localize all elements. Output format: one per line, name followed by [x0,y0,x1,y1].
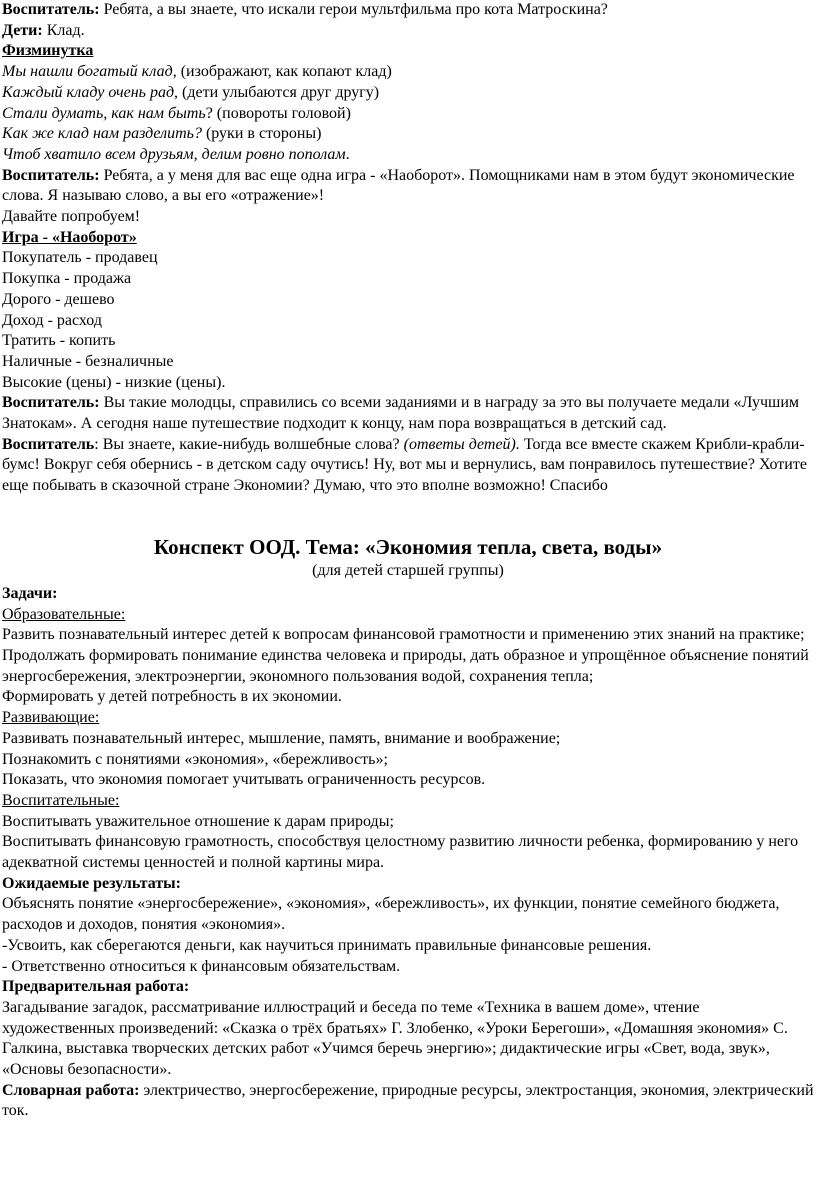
game-heading: Игра - «Наоборот» [2,228,137,246]
list-item: Показать, что экономия помогает учитывать ограниченность ресурсов. [2,771,486,789]
word-pair: Высокие (цены) - низкие (цены). [2,373,226,391]
list-item: Развить познавательный интерес детей к вопросам финансовой грамотности и применению этих знаний на практике; [2,626,805,644]
word-pair: Дорого - дешево [2,290,115,308]
list-item: Воспитывать финансовую грамотность, способствуя целостному развитию личности ребенка, формированию у него адекватной системы ценностей и полной картины мира. [2,833,799,872]
word-pair: Покупатель - продавец [2,249,158,267]
word-pair: Наличные - безналичные [2,352,174,370]
lesson-subtitle: (для детей старшей группы) [312,561,504,579]
dialogue-paragraph: Воспитатель: Вы знаете, какие-нибудь волшебные слова? (ответы детей). Тогда все вместе скажем Крибли-крабли-бумс! Вокруг себя обернись - в детском саду очутись! Ну, вот мы и вернулись, вам понравилось путешествие? Хотите еще побывать в сказочной стране Экономии? Думаю, что это вполне возможно! Спасибо [2,435,807,495]
list-item: Продолжать формировать понимание единства человека и природы, дать образное и упрощённое объяснение понятий энергосбережения, электроэнергии, экономного пользования водой, сохранения тепла; [2,646,809,685]
dialogue-paragraph [2,21,814,42]
dialogue-text: Давайте попробуем! [2,208,141,226]
speaker-label: Воспитатель: [2,394,100,412]
dialogue-text: Ребята, а у меня для вас еще одна игра - «Наоборот». Помощниками нам в этом будут экономические слова. Я называю слово, а вы его «отражение»! [2,166,795,205]
list-item: Познакомить с понятиями «экономия», «бережливость»; [2,750,388,768]
section-heading: Развивающие: [2,709,100,727]
fiz-line: Каждый кладу очень рад, (дети улыбаются друг другу) [2,83,380,101]
list-item: Воспитывать уважительное отношение к дарам природы; [2,812,394,830]
fiz-line: Стали думать, как нам быть? (повороты головой) [2,104,351,122]
fiz-line: Как же клад нам разделить? (руки в стороны) [2,125,322,143]
fiz-line: Мы нашли богатый клад, (изображают, как копают клад) [2,63,392,81]
dialogue-text: Клад. [42,21,85,39]
speaker-label: Воспитатель: [2,1,100,18]
speaker-label: Воспитатель [2,435,95,453]
word-pair: Тратить - копить [2,332,116,350]
dialogue-text: Ребята, а вы знаете, что искали герои мультфильма про кота Матроскина? [99,1,608,18]
dialogue-paragraph [2,0,814,21]
list-item: Объяснять понятие «энергосбережение», «экономия», «бережливость», их функции, понятие семейного бюджета, расходов и доходов, понятия «экономия». [2,895,780,934]
vocab-paragraph [2,1081,814,1122]
speaker-label: Дети: [2,21,43,39]
section-heading: Образовательные: [2,605,126,623]
speaker-label: Воспитатель: [2,166,100,184]
fiz-line: Чтоб хватило всем друзьям, делим ровно пополам. [2,145,350,163]
list-item: Развивать познавательный интерес, мышление, память, внимание и воображение; [2,729,561,747]
dialogue-paragraph [2,393,814,434]
dialogue-paragraph [2,166,814,207]
list-item: Формировать у детей потребность в их экономии. [2,688,342,706]
tasks-heading: Задачи: [2,584,58,602]
vocab-label: Словарная работа: [2,1081,140,1099]
prelim-text: Загадывание загадок, рассматривание иллюстраций и беседа по теме «Техника в вашем доме», чтение художественных произведений: «Сказка о трёх братьях» Г. Злобенко, «Уроки Берегоши», «Домашняя экономия» С. Галкина, выставка творческих детских работ «Учимся беречь энергию»; дидактические игры «Свет, вода, звук», «Основы безопасности». [2,998,788,1079]
list-item: - Ответственно относиться к финансовым обязательствам. [2,957,401,975]
prelim-heading: Предварительная работа: [2,978,190,996]
section-heading: Воспитательные: [2,791,120,809]
word-pair: Покупка - продажа [2,270,132,288]
dialogue-text: Вы такие молодцы, справились со всеми заданиями и в награду за это вы получаете медали «Лучшим Знатокам». А сегодня наше путешествие подходит к концу, нам пора возвращаться в детский сад. [2,394,800,433]
results-heading: Ожидаемые результаты: [2,874,181,892]
vocab-text: электричество, энергосбережение, природные ресурсы, электростанция, экономия, электрический ток. [2,1081,814,1120]
lesson-title: Конспект ООД. Тема: «Экономия тепла, света, воды» [153,534,663,559]
fizminutka-heading: Физминутка [2,42,94,60]
list-item: -Усвоить, как сберегаются деньги, как научиться принимать правильные финансовые решения. [2,936,652,954]
word-pair: Доход - расход [2,311,102,329]
